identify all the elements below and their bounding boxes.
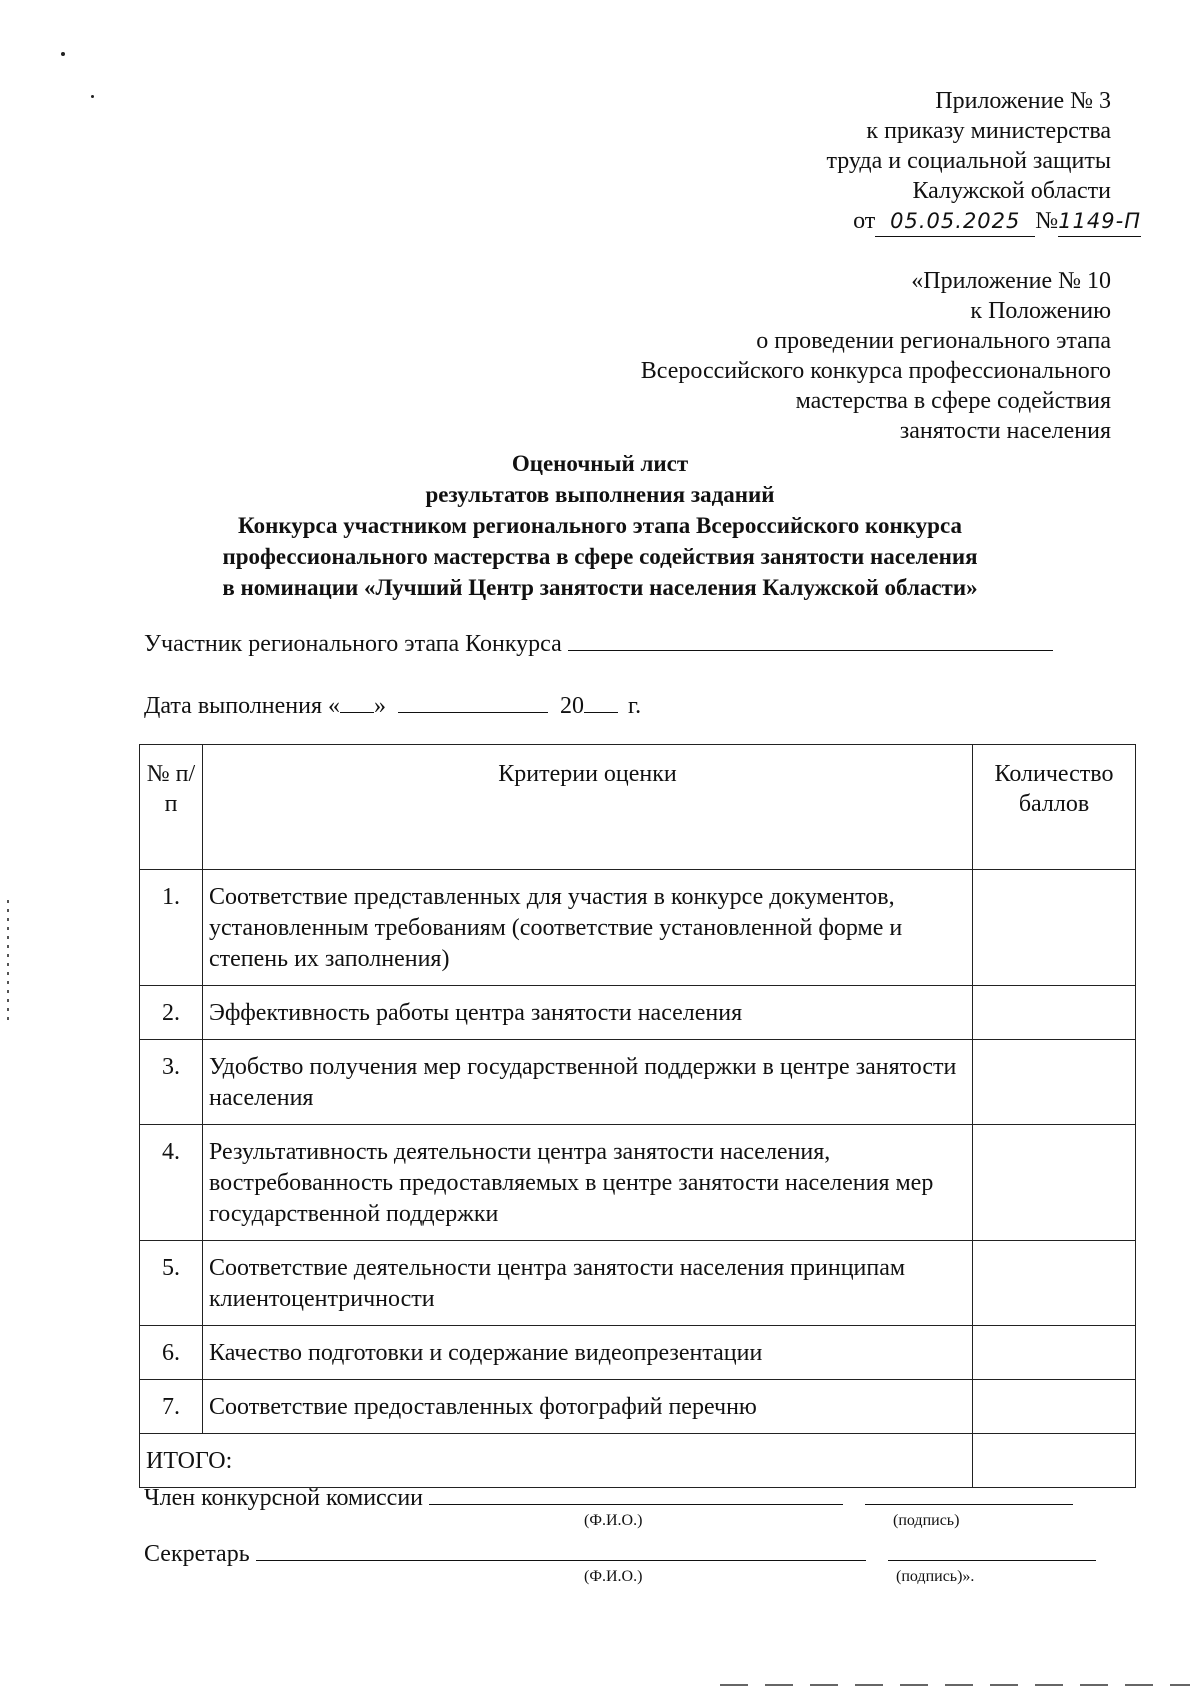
number-prefix: № — [1035, 208, 1059, 234]
row-score-cell[interactable] — [973, 1040, 1136, 1125]
scan-edge-mark — [7, 900, 9, 1025]
regulation-line-6: занятости населения — [899, 418, 1111, 444]
row-score-cell[interactable] — [973, 1241, 1136, 1326]
row-number: 1. — [140, 870, 203, 986]
member-fio-caption: (Ф.И.О.) — [584, 1512, 643, 1529]
scan-bottom-mark — [720, 1684, 1190, 1686]
date-label: Дата выполнения « — [144, 693, 341, 719]
secretary-fio-field[interactable] — [256, 1538, 866, 1561]
evaluation-table — [139, 744, 1136, 1488]
table-row — [140, 1326, 1136, 1380]
scan-speck — [61, 52, 65, 56]
secretary-label: Секретарь — [144, 1541, 250, 1567]
secretary-fio-caption: (Ф.И.О.) — [584, 1568, 643, 1585]
title-line-1: Оценочный лист — [511, 451, 689, 476]
table-row — [140, 1125, 1136, 1241]
secretary-sign-caption: (подпись)». — [896, 1568, 975, 1585]
total-score-cell[interactable] — [973, 1434, 1136, 1488]
total-label: ИТОГО: — [140, 1434, 973, 1488]
header-criteria: Критерии оценки — [203, 745, 973, 870]
date-day-field[interactable] — [340, 690, 374, 713]
handwritten-date: 05.05.2025 — [875, 206, 1035, 237]
regulation-line-5: мастерства в сфере содействия — [795, 388, 1111, 414]
date-year-suffix: г. — [628, 693, 642, 719]
member-sign-caption: (подпись) — [893, 1512, 960, 1529]
date-prefix: от — [853, 208, 876, 234]
row-criterion: Результативность деятельности центра занятости населения, востребованность предоставляемых в центре занятости населения мер государственной поддержки — [203, 1125, 973, 1241]
row-criterion: Качество подготовки и содержание видеопрезентации — [203, 1326, 973, 1380]
date-year-field[interactable] — [584, 690, 618, 713]
table-row — [140, 1380, 1136, 1434]
title-line-4: профессионального мастерства в сфере содействия занятости населения — [222, 544, 978, 569]
regulation-line-3: о проведении регионального этапа — [756, 328, 1111, 354]
appendix-header — [826, 86, 1141, 237]
title-line-2: результатов выполнения заданий — [425, 482, 775, 507]
row-criterion: Соответствие деятельности центра занятости населения принципам клиентоцентричности — [203, 1241, 973, 1326]
row-score-cell[interactable] — [973, 1380, 1136, 1434]
header-num: № п/п — [140, 745, 203, 870]
row-criterion: Соответствие предоставленных фотографий перечню — [203, 1380, 973, 1434]
table-total-row — [140, 1434, 1136, 1488]
appendix-title: Приложение № 3 — [935, 88, 1111, 114]
row-number: 5. — [140, 1241, 203, 1326]
member-label: Член конкурсной комиссии — [144, 1485, 424, 1511]
date-year-prefix: 20 — [560, 693, 585, 719]
order-line-2: труда и социальной защиты — [826, 148, 1111, 174]
table-row — [140, 870, 1136, 986]
participant-label: Участник регионального этапа Конкурса — [144, 631, 562, 657]
row-score-cell[interactable] — [973, 870, 1136, 986]
date-line — [144, 690, 641, 720]
secretary-signature-field[interactable] — [888, 1538, 1096, 1561]
handwritten-number: 1149-П — [1058, 206, 1141, 237]
scan-speck — [91, 95, 94, 98]
row-score-cell[interactable] — [973, 1326, 1136, 1380]
member-signature-line — [144, 1482, 1073, 1512]
member-fio-field[interactable] — [429, 1482, 843, 1505]
document-title — [0, 448, 1200, 603]
participant-line — [144, 628, 1053, 658]
header-score: Количество баллов — [973, 745, 1136, 870]
title-line-3: Конкурса участником регионального этапа Всероссийского конкурса — [238, 513, 962, 538]
row-number: 6. — [140, 1326, 203, 1380]
regulation-line-2: к Положению — [970, 298, 1111, 324]
regulation-line-1: «Приложение № 10 — [911, 268, 1111, 294]
regulation-header — [641, 266, 1111, 446]
row-score-cell[interactable] — [973, 986, 1136, 1040]
row-criterion: Эффективность работы центра занятости населения — [203, 986, 973, 1040]
row-number: 7. — [140, 1380, 203, 1434]
order-date-line — [826, 206, 1141, 237]
row-number: 3. — [140, 1040, 203, 1125]
row-number: 4. — [140, 1125, 203, 1241]
date-month-field[interactable] — [398, 690, 548, 713]
regulation-line-4: Всероссийского конкурса профессионального — [640, 358, 1111, 384]
table-row — [140, 1241, 1136, 1326]
participant-field[interactable] — [568, 628, 1053, 651]
row-criterion: Соответствие представленных для участия в конкурсе документов, установленным требованиям (соответствие установленной форме и степень их заполнения) — [203, 870, 973, 986]
title-line-5: в номинации «Лучший Центр занятости населения Калужской области» — [222, 575, 978, 600]
row-number: 2. — [140, 986, 203, 1040]
order-line-1: к приказу министерства — [866, 118, 1111, 144]
secretary-signature-line — [144, 1538, 1096, 1568]
table-header-row — [140, 745, 1136, 870]
table-row — [140, 986, 1136, 1040]
order-line-3: Калужской области — [912, 178, 1111, 204]
member-signature-field[interactable] — [865, 1482, 1073, 1505]
table-row — [140, 1040, 1136, 1125]
row-score-cell[interactable] — [973, 1125, 1136, 1241]
row-criterion: Удобство получения мер государственной поддержки в центре занятости населения — [203, 1040, 973, 1125]
date-close-quote: » — [374, 693, 387, 719]
